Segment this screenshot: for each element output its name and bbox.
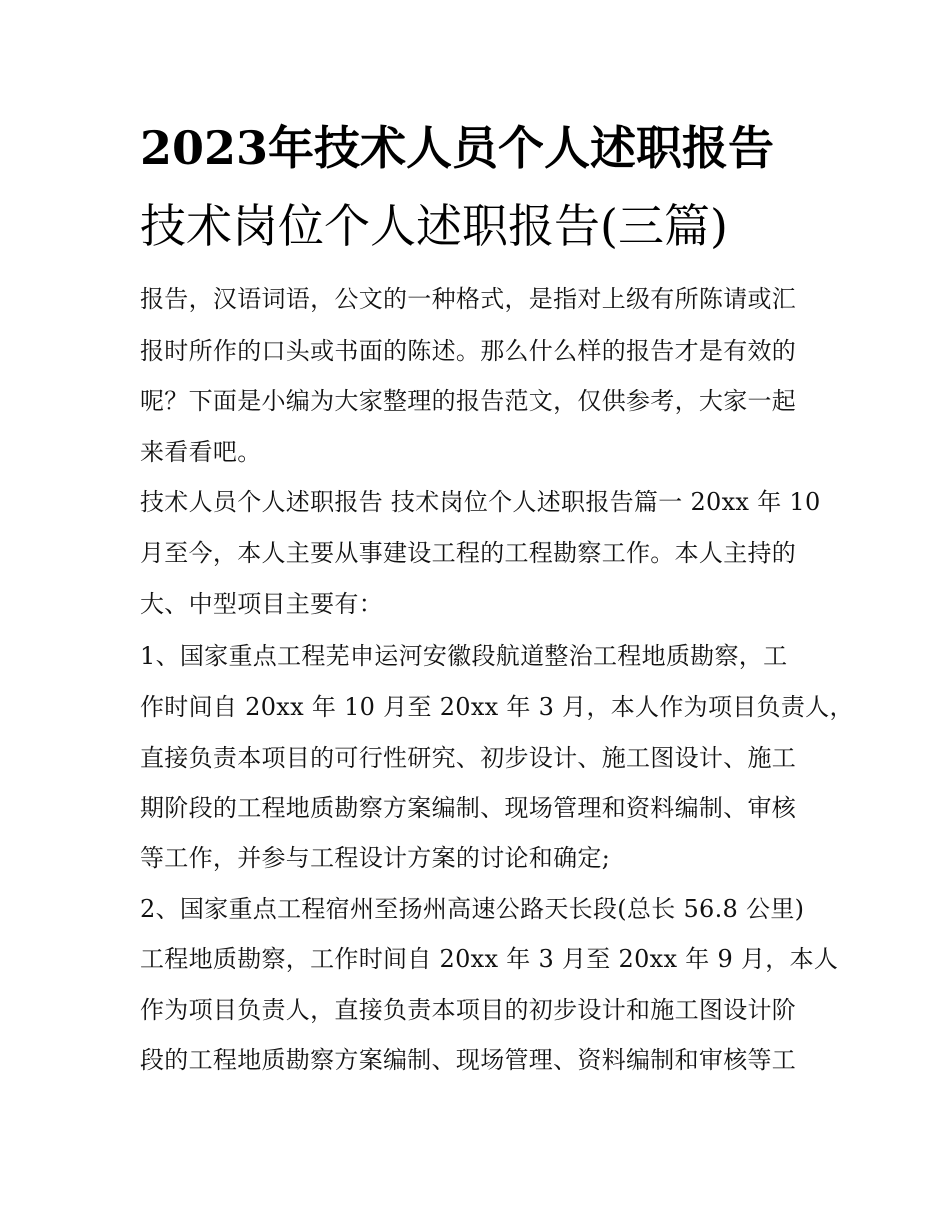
paragraph-line: 呢？下面是小编为大家整理的报告范文，仅供参考，大家一起 [140, 387, 797, 415]
paragraph-line: 报时所作的口头或书面的陈述。那么什么样的报告才是有效的 [140, 337, 797, 365]
paragraph-line: 段的工程地质勘察方案编制、现场管理、资料编制和审核等工 [140, 1046, 797, 1074]
paragraph-line: 直接负责本项目的可行性研究、初步设计、施工图设计、施工 [140, 744, 797, 772]
paragraph-line: 大、中型项目主要有： [140, 590, 383, 618]
paragraph-line: 1、国家重点工程芜申运河安徽段航道整治工程地质勘察，工 [140, 642, 788, 670]
paragraph-line: 期阶段的工程地质勘察方案编制、现场管理和资料编制、审核 [140, 794, 797, 822]
document-title-line-2: 技术岗位个人述职报告(三篇) [140, 199, 728, 253]
paragraph-line: 等工作，并参与工程设计方案的讨论和确定; [140, 844, 611, 872]
paragraph-line: 技术人员个人述职报告 技术岗位个人述职报告篇一 20xx 年 10 [140, 488, 821, 516]
paragraph-line: 作时间自 20xx 年 10 月至 20xx 年 3 月，本人作为项目负责人， [140, 693, 854, 721]
paragraph-line: 月至今，本人主要从事建设工程的工程勘察工作。本人主持的 [140, 539, 797, 567]
document-title-line-1: 2023年技术人员个人述职报告 [140, 121, 775, 175]
paragraph-line: 2、国家重点工程宿州至扬州高速公路天长段(总长 56.8 公里) [140, 895, 805, 923]
paragraph-line: 作为项目负责人，直接负责本项目的初步设计和施工图设计阶 [140, 996, 797, 1024]
paragraph-line: 工程地质勘察，工作时间自 20xx 年 3 月至 20xx 年 9 月，本人 [140, 945, 839, 973]
paragraph-line: 报告，汉语词语，公文的一种格式，是指对上级有所陈请或汇 [140, 285, 797, 313]
paragraph-line: 来看看吧。 [140, 438, 262, 466]
